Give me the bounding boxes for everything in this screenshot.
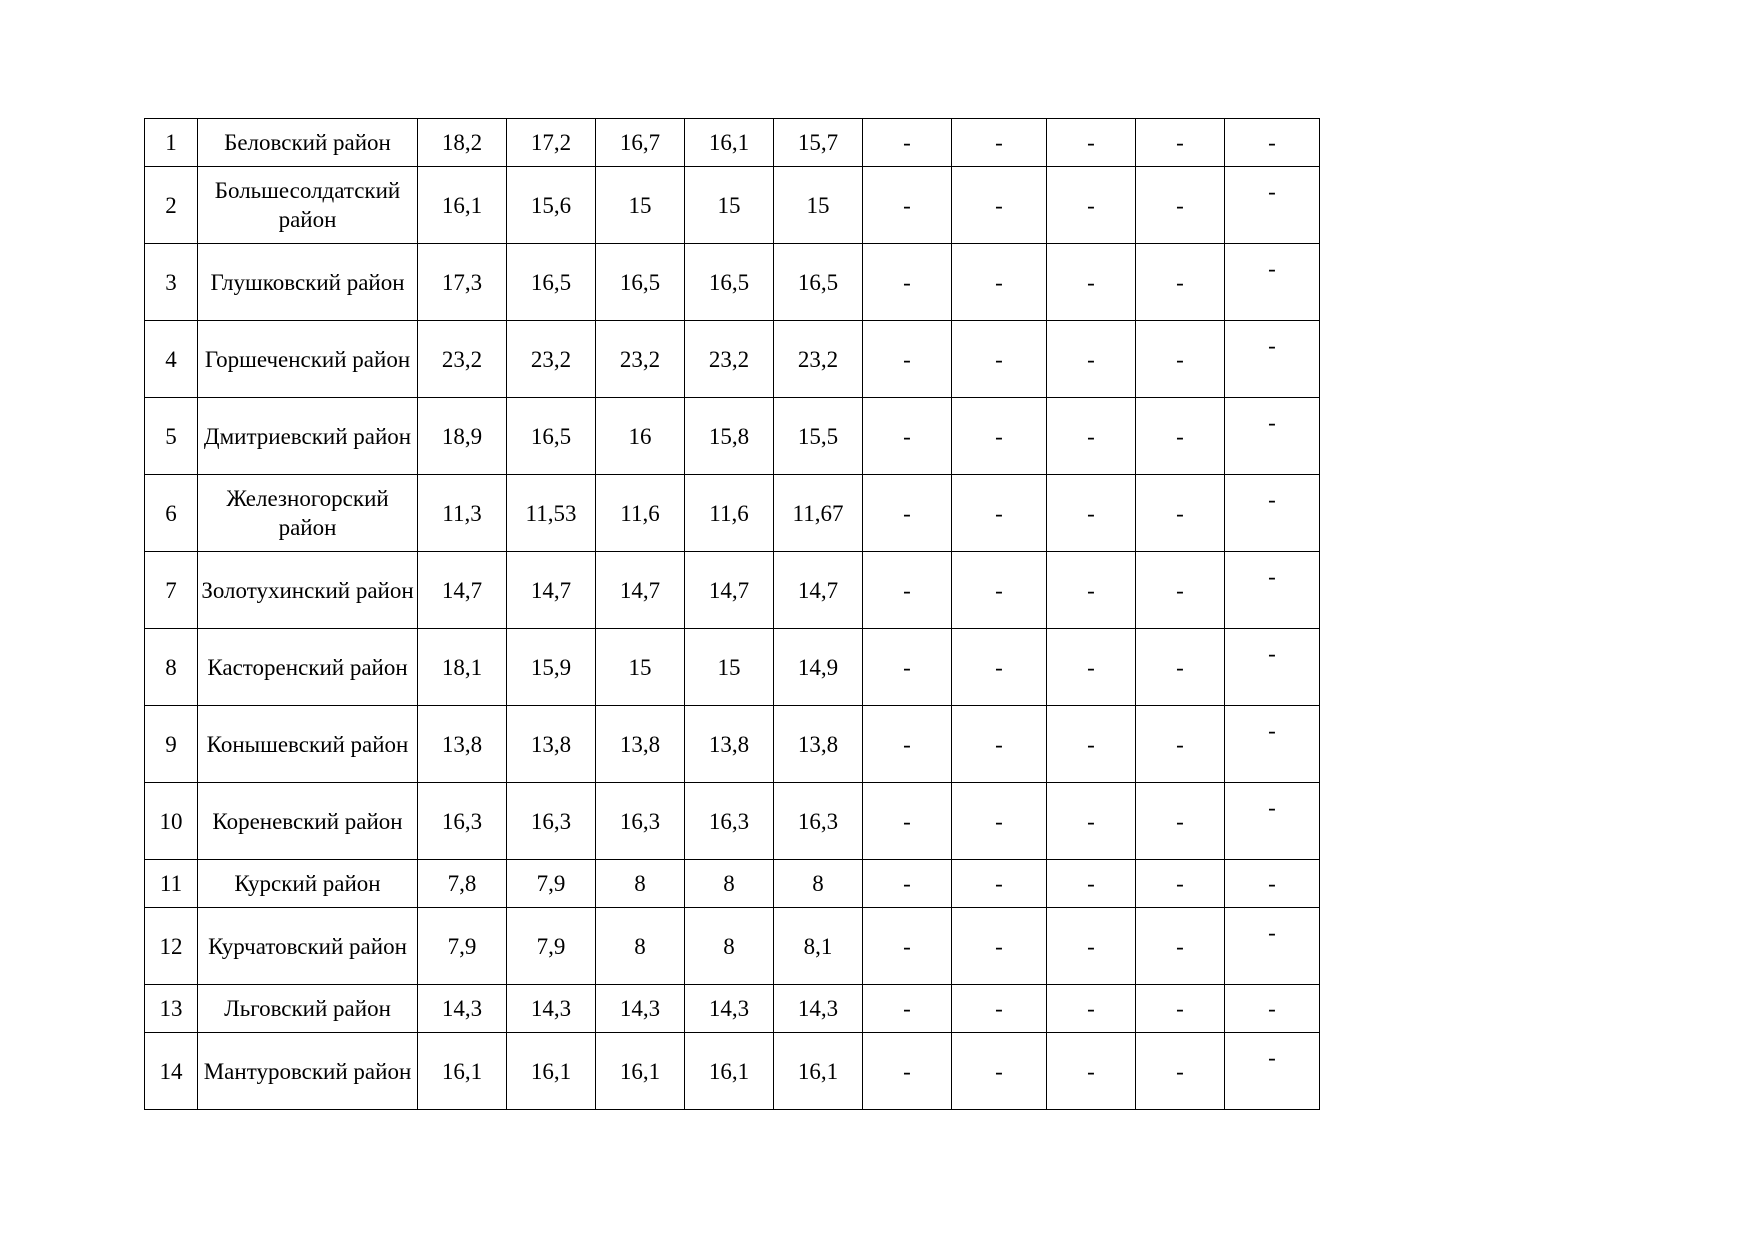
value-cell-2: 14,3: [507, 985, 596, 1033]
value-cell-3: 16,3: [596, 783, 685, 860]
value-cell-5: 23,2: [774, 321, 863, 398]
table-body: [145, 119, 1320, 1110]
value-cell-1: 18,2: [418, 119, 507, 167]
value-cell-4: 8: [685, 908, 774, 985]
district-name-cell: Конышевский район: [198, 706, 418, 783]
table-row: [145, 475, 1320, 552]
dash-cell-3: -: [1047, 985, 1136, 1033]
dash-text: -: [1268, 333, 1276, 358]
value-cell-3: 8: [596, 860, 685, 908]
dash-cell-4: -: [1136, 321, 1225, 398]
value-cell-4: 15,8: [685, 398, 774, 475]
dash-cell-1: -: [863, 860, 952, 908]
dash-cell-2: -: [952, 908, 1047, 985]
value-cell-2: 16,1: [507, 1033, 596, 1110]
value-cell-2: 7,9: [507, 908, 596, 985]
district-name-cell: Мантуровский район: [198, 1033, 418, 1110]
dash-cell-4: -: [1136, 398, 1225, 475]
district-name-cell: Горшеченский район: [198, 321, 418, 398]
dash-cell-2: -: [952, 783, 1047, 860]
dash-cell-1: -: [863, 908, 952, 985]
value-cell-2: 16,3: [507, 783, 596, 860]
value-cell-3: 16,5: [596, 244, 685, 321]
dash-cell-3: -: [1047, 783, 1136, 860]
row-number-cell: 12: [145, 908, 198, 985]
dash-cell-2: -: [952, 552, 1047, 629]
value-cell-4: 13,8: [685, 706, 774, 783]
value-cell-4: 14,3: [685, 985, 774, 1033]
value-cell-1: 7,9: [418, 908, 507, 985]
value-cell-3: 14,3: [596, 985, 685, 1033]
value-cell-2: 16,5: [507, 398, 596, 475]
value-cell-4: 11,6: [685, 475, 774, 552]
district-name-cell: Касторенский район: [198, 629, 418, 706]
dash-cell-4: -: [1136, 119, 1225, 167]
dash-cell-4: -: [1136, 985, 1225, 1033]
dash-cell-2: -: [952, 244, 1047, 321]
value-cell-3: 16,1: [596, 1033, 685, 1110]
dash-cell-1: -: [863, 552, 952, 629]
dash-cell-2: -: [952, 860, 1047, 908]
dash-text: -: [1268, 718, 1276, 743]
dash-cell-1: -: [863, 985, 952, 1033]
row-number-cell: 10: [145, 783, 198, 860]
dash-cell-5: [1225, 908, 1320, 985]
table-row: [145, 244, 1320, 321]
value-cell-1: 18,1: [418, 629, 507, 706]
district-name-cell: Курчатовский район: [198, 908, 418, 985]
dash-cell-1: -: [863, 783, 952, 860]
dash-cell-5: -: [1225, 860, 1320, 908]
dash-cell-4: -: [1136, 244, 1225, 321]
dash-cell-1: -: [863, 321, 952, 398]
value-cell-5: 15: [774, 167, 863, 244]
table-row: [145, 860, 1320, 908]
dash-text: -: [1268, 641, 1276, 666]
value-cell-5: 13,8: [774, 706, 863, 783]
value-cell-3: 8: [596, 908, 685, 985]
value-cell-5: 8,1: [774, 908, 863, 985]
dash-cell-1: -: [863, 1033, 952, 1110]
table-row: [145, 398, 1320, 475]
value-cell-5: 16,5: [774, 244, 863, 321]
value-cell-3: 13,8: [596, 706, 685, 783]
dash-cell-2: -: [952, 398, 1047, 475]
row-number-cell: 1: [145, 119, 198, 167]
dash-cell-1: -: [863, 119, 952, 167]
dash-cell-1: -: [863, 244, 952, 321]
row-number-cell: 14: [145, 1033, 198, 1110]
row-number-cell: 9: [145, 706, 198, 783]
value-cell-4: 15: [685, 167, 774, 244]
value-cell-2: 7,9: [507, 860, 596, 908]
value-cell-1: 16,1: [418, 167, 507, 244]
row-number-cell: 13: [145, 985, 198, 1033]
dash-cell-5: [1225, 398, 1320, 475]
dash-cell-2: -: [952, 475, 1047, 552]
dash-cell-4: -: [1136, 908, 1225, 985]
dash-cell-1: -: [863, 475, 952, 552]
table-row: [145, 321, 1320, 398]
dash-cell-3: -: [1047, 706, 1136, 783]
row-number-cell: 3: [145, 244, 198, 321]
dash-cell-5: [1225, 706, 1320, 783]
dash-cell-3: -: [1047, 119, 1136, 167]
dash-text: -: [1268, 487, 1276, 512]
value-cell-1: 7,8: [418, 860, 507, 908]
dash-cell-3: -: [1047, 475, 1136, 552]
dash-cell-5: [1225, 629, 1320, 706]
value-cell-3: 23,2: [596, 321, 685, 398]
dash-text: -: [1268, 920, 1276, 945]
dash-cell-3: -: [1047, 1033, 1136, 1110]
dash-cell-5: [1225, 1033, 1320, 1110]
dash-cell-5: [1225, 475, 1320, 552]
table-row: [145, 1033, 1320, 1110]
table-row: [145, 985, 1320, 1033]
value-cell-3: 14,7: [596, 552, 685, 629]
row-number-cell: 6: [145, 475, 198, 552]
value-cell-1: 18,9: [418, 398, 507, 475]
dash-cell-4: -: [1136, 552, 1225, 629]
value-cell-5: 8: [774, 860, 863, 908]
dash-cell-4: -: [1136, 706, 1225, 783]
value-cell-4: 16,5: [685, 244, 774, 321]
value-cell-2: 17,2: [507, 119, 596, 167]
value-cell-1: 14,3: [418, 985, 507, 1033]
dash-cell-4: -: [1136, 475, 1225, 552]
dash-cell-2: -: [952, 1033, 1047, 1110]
dash-cell-3: -: [1047, 244, 1136, 321]
dash-cell-5: [1225, 167, 1320, 244]
district-name-cell: Дмитриевский район: [198, 398, 418, 475]
dash-cell-1: -: [863, 706, 952, 783]
table-row: [145, 706, 1320, 783]
dash-cell-2: -: [952, 706, 1047, 783]
value-cell-4: 23,2: [685, 321, 774, 398]
value-cell-1: 23,2: [418, 321, 507, 398]
value-cell-1: 13,8: [418, 706, 507, 783]
value-cell-4: 16,1: [685, 119, 774, 167]
value-cell-4: 14,7: [685, 552, 774, 629]
value-cell-5: 15,5: [774, 398, 863, 475]
dash-text: -: [1268, 1045, 1276, 1070]
value-cell-5: 14,9: [774, 629, 863, 706]
district-data-table: [144, 118, 1320, 1110]
dash-cell-5: [1225, 783, 1320, 860]
dash-cell-4: -: [1136, 860, 1225, 908]
dash-cell-1: -: [863, 167, 952, 244]
dash-cell-3: -: [1047, 552, 1136, 629]
dash-cell-1: -: [863, 398, 952, 475]
value-cell-2: 14,7: [507, 552, 596, 629]
dash-cell-4: -: [1136, 1033, 1225, 1110]
value-cell-5: 14,3: [774, 985, 863, 1033]
dash-cell-1: -: [863, 629, 952, 706]
table-row: [145, 783, 1320, 860]
value-cell-2: 15,9: [507, 629, 596, 706]
dash-cell-5: [1225, 244, 1320, 321]
value-cell-5: 14,7: [774, 552, 863, 629]
dash-cell-5: -: [1225, 119, 1320, 167]
dash-cell-3: -: [1047, 860, 1136, 908]
value-cell-3: 15: [596, 629, 685, 706]
value-cell-2: 23,2: [507, 321, 596, 398]
district-name-cell: Беловский район: [198, 119, 418, 167]
value-cell-5: 16,3: [774, 783, 863, 860]
value-cell-3: 15: [596, 167, 685, 244]
value-cell-2: 16,5: [507, 244, 596, 321]
value-cell-1: 11,3: [418, 475, 507, 552]
dash-cell-4: -: [1136, 629, 1225, 706]
dash-cell-3: -: [1047, 398, 1136, 475]
dash-cell-3: -: [1047, 321, 1136, 398]
district-name-cell: Золотухинский район: [198, 552, 418, 629]
value-cell-2: 11,53: [507, 475, 596, 552]
row-number-cell: 2: [145, 167, 198, 244]
dash-cell-3: -: [1047, 167, 1136, 244]
table-row: [145, 167, 1320, 244]
row-number-cell: 4: [145, 321, 198, 398]
dash-cell-5: [1225, 552, 1320, 629]
dash-cell-4: -: [1136, 783, 1225, 860]
value-cell-1: 14,7: [418, 552, 507, 629]
row-number-cell: 7: [145, 552, 198, 629]
dash-text: -: [1268, 256, 1276, 281]
dash-cell-2: -: [952, 167, 1047, 244]
value-cell-2: 15,6: [507, 167, 596, 244]
district-name-cell: Железногорский район: [198, 475, 418, 552]
value-cell-4: 16,3: [685, 783, 774, 860]
value-cell-5: 11,67: [774, 475, 863, 552]
value-cell-1: 17,3: [418, 244, 507, 321]
dash-cell-2: -: [952, 629, 1047, 706]
value-cell-2: 13,8: [507, 706, 596, 783]
dash-cell-4: -: [1136, 167, 1225, 244]
value-cell-5: 15,7: [774, 119, 863, 167]
value-cell-3: 11,6: [596, 475, 685, 552]
dash-cell-5: [1225, 321, 1320, 398]
dash-cell-3: -: [1047, 629, 1136, 706]
dash-cell-2: -: [952, 321, 1047, 398]
value-cell-4: 8: [685, 860, 774, 908]
dash-cell-2: -: [952, 119, 1047, 167]
district-name-cell: Глушковский район: [198, 244, 418, 321]
value-cell-1: 16,1: [418, 1033, 507, 1110]
row-number-cell: 8: [145, 629, 198, 706]
district-name-cell: Курский район: [198, 860, 418, 908]
dash-cell-3: -: [1047, 908, 1136, 985]
table-row: [145, 629, 1320, 706]
value-cell-5: 16,1: [774, 1033, 863, 1110]
row-number-cell: 11: [145, 860, 198, 908]
value-cell-3: 16,7: [596, 119, 685, 167]
dash-text: -: [1268, 179, 1276, 204]
value-cell-3: 16: [596, 398, 685, 475]
dash-text: -: [1268, 795, 1276, 820]
table-row: [145, 908, 1320, 985]
dash-text: -: [1268, 564, 1276, 589]
table-row: [145, 552, 1320, 629]
dash-text: -: [1268, 410, 1276, 435]
row-number-cell: 5: [145, 398, 198, 475]
district-name-cell: Большесолдатский район: [198, 167, 418, 244]
dash-cell-2: -: [952, 985, 1047, 1033]
value-cell-1: 16,3: [418, 783, 507, 860]
table-row: [145, 119, 1320, 167]
district-name-cell: Кореневский район: [198, 783, 418, 860]
value-cell-4: 15: [685, 629, 774, 706]
dash-cell-5: -: [1225, 985, 1320, 1033]
value-cell-4: 16,1: [685, 1033, 774, 1110]
district-name-cell: Льговский район: [198, 985, 418, 1033]
